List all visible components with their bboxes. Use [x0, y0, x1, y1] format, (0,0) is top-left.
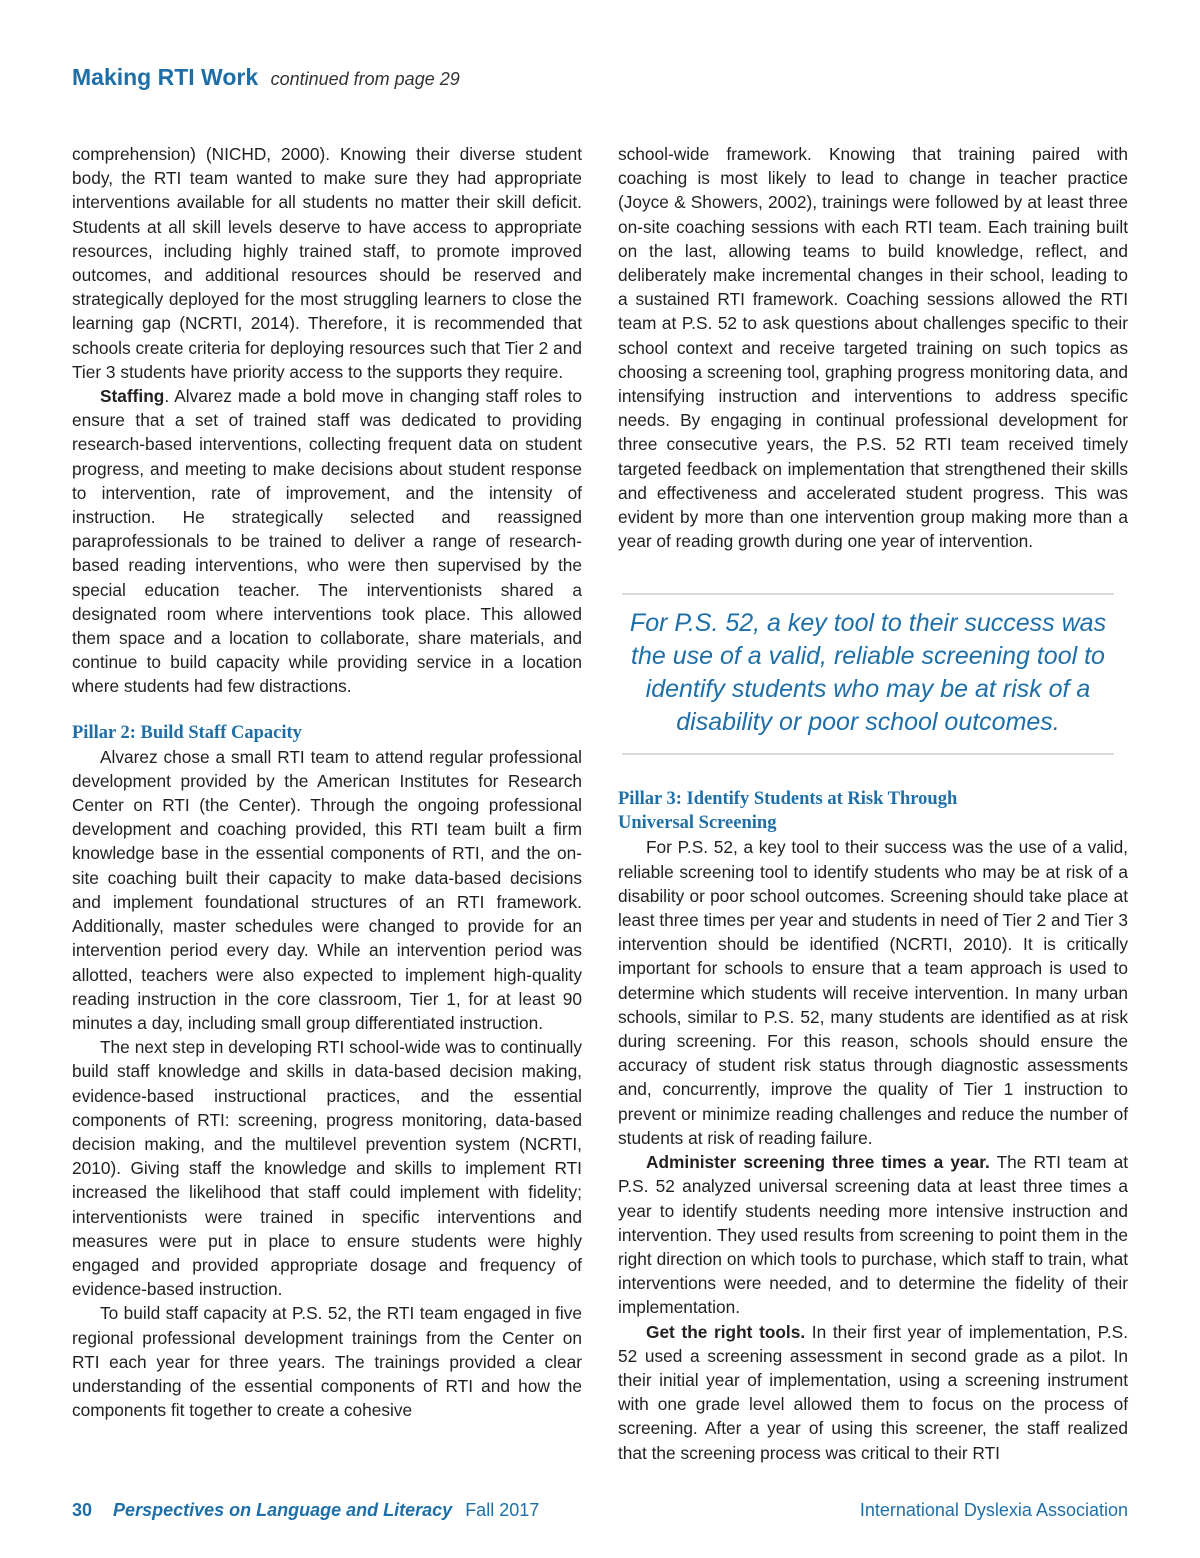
- continued-note: continued from page 29: [270, 69, 460, 89]
- page-footer: [72, 1500, 1128, 1521]
- pillar-3-heading-line2: Universal Screening: [618, 813, 777, 834]
- left-column: [72, 142, 582, 1422]
- staffing-text: . Alvarez made a bold move in changing staff roles to ensure that a set of trained staff was dedicated to providing research-based interventions, collecting frequent data on student progress, and meeting to make decisions about student response to intervention, rate of improvement, and the intensity of instruction. He strategically selected and reassigned paraprofessionals to be trained to deliver a range of research-based reading interventions, who were then supervised by the special education teacher. The interventionists shared a designated room where interventions took place. This allowed them space and a location to collaborate, share materials, and continue to build capacity while providing service in a location where students had few distractions.: [72, 386, 582, 697]
- paragraph: The next step in developing RTI school-wide was to continually build staff knowledge and skills in data-based decision making, evidence-based instructional practices, and the essential components of RTI: screening, progress monitoring, data-based decision making, and the multilevel prevention system (NCRTI, 2010). Giving staff the knowledge and skills to implement RTI increased the likelihood that staff could implement with fidelity; interventionists were trained in specific interventions and measures were put in place to ensure students were highly engaged and provided appropriate dosage and frequency of evidence-based instruction.: [72, 1037, 582, 1300]
- running-header: [72, 64, 460, 91]
- administer-text: The RTI team at P.S. 52 analyzed universal screening data at least three times a year to identify students needing more intensive instruction and intervention. They used results from screening to point them in the right direction on which tools to purchase, which staff to train, what interventions were needed, and to determine the fidelity of their implementation.: [618, 1152, 1128, 1318]
- tools-paragraph: [618, 1320, 1128, 1465]
- pillar-3-heading-line1: Pillar 3: Identify Students at Risk Through: [618, 789, 958, 810]
- paragraph: school-wide framework. Knowing that training paired with coaching is most likely to lead to change in teacher practice (Joyce & Showers, 2002), trainings were followed by at least three on-site coaching sessions with each RTI team. Each training built on the last, allowing teams to build knowledge, reflect, and deliberately make incremental changes in their school, leading to a sustained RTI framework. Coaching sessions allowed the RTI team at P.S. 52 to ask questions about challenges specific to their school context and receive targeted training on such topics as choosing a screening tool, graphing progress monitoring data, and intensifying instruction and interventions to address specific needs. By engaging in continual professional development for three consecutive years, the P.S. 52 RTI team received timely targeted feedback on implementation that strengthened their skills and effectiveness and accelerated student progress. This was evident by more than one intervention group making more than a year of reading growth during one year of intervention.: [618, 144, 1128, 552]
- administer-lead: Administer screening three times a year.: [646, 1152, 990, 1173]
- administer-paragraph: [618, 1150, 1128, 1319]
- tools-lead: Get the right tools.: [646, 1321, 806, 1342]
- article-title: Making RTI Work: [72, 64, 259, 90]
- pull-quote: For P.S. 52, a key tool to their success was the use of a valid, reliable screening tool to identify students who may be at risk of a disability or poor school outcomes.: [622, 593, 1114, 755]
- paragraph: To build staff capacity at P.S. 52, the RTI team engaged in five regional professional development trainings from the Center on RTI each year for three years. The trainings provided a clear understanding of the essential components of RTI and how the components fit together to create a cohesive: [72, 1303, 582, 1421]
- staffing-paragraph: [72, 384, 582, 699]
- issue-date: Fall 2017: [465, 1500, 540, 1520]
- pillar-3-heading: [618, 787, 1128, 835]
- page-number: 30: [72, 1500, 93, 1520]
- staffing-lead: Staffing: [100, 386, 165, 407]
- right-column: [618, 142, 1128, 1465]
- paragraph: For P.S. 52, a key tool to their success was the use of a valid, reliable screening tool to identify students who may be at risk of a disability or poor school outcomes. Screening should take place at least three times per year and students in need of Tier 2 and Tier 3 intervention should be identified (NCRTI, 2010). It is critically important for schools to ensure that a team approach is used to determine which students will receive intervention. In many urban schools, similar to P.S. 52, many students are identified as at risk during screening. For this reason, schools should ensure the accuracy of student risk status through diagnostic assessments and, concurrently, improve the quality of Tier 1 instruction to prevent or minimize reading challenges and reduce the number of students at risk of reading failure.: [618, 837, 1128, 1148]
- organization-name: International Dyslexia Association: [859, 1500, 1128, 1520]
- tools-text: In their first year of implementation, P.S. 52 used a screening assessment in second grade as a pilot. In their initial year of implementation, using a screening instrument with one grade level allowed them to focus on the process of screening. After a year of using this screener, the staff realized that the screening process was critical to their RTI: [618, 1321, 1128, 1463]
- paragraph: comprehension) (NICHD, 2000). Knowing their diverse student body, the RTI team wanted to make sure they had appropriate interventions available for all students no matter their skill deficit. Students at all skill levels deserve to have access to appropriate resources, including highly trained staff, to promote improved outcomes, and additional resources should be reserved and strategically deployed for the most struggling learners to close the learning gap (NCRTI, 2014). Therefore, it is recommended that schools create criteria for deploying resources such that Tier 2 and Tier 3 students have priority access to the supports they require.: [72, 144, 582, 382]
- publication-name: Perspectives on Language and Literacy: [113, 1500, 453, 1520]
- pillar-2-heading: Pillar 2: Build Staff Capacity: [72, 722, 302, 743]
- paragraph: Alvarez chose a small RTI team to attend regular professional development provided by the American Institutes for Research Center on RTI (the Center). Through the ongoing professional development and coaching provided, this RTI team built a firm knowledge base in the essential components of RTI, and the on-site coaching built their capacity to make data-based decisions and implement foundational structures of an RTI framework. Additionally, master schedules were changed to provide for an intervention period every day. While an intervention period was allotted, teachers were also expected to implement high-quality reading instruction in the core classroom, Tier 1, for at least 90 minutes a day, including small group differentiated instruction.: [72, 746, 582, 1033]
